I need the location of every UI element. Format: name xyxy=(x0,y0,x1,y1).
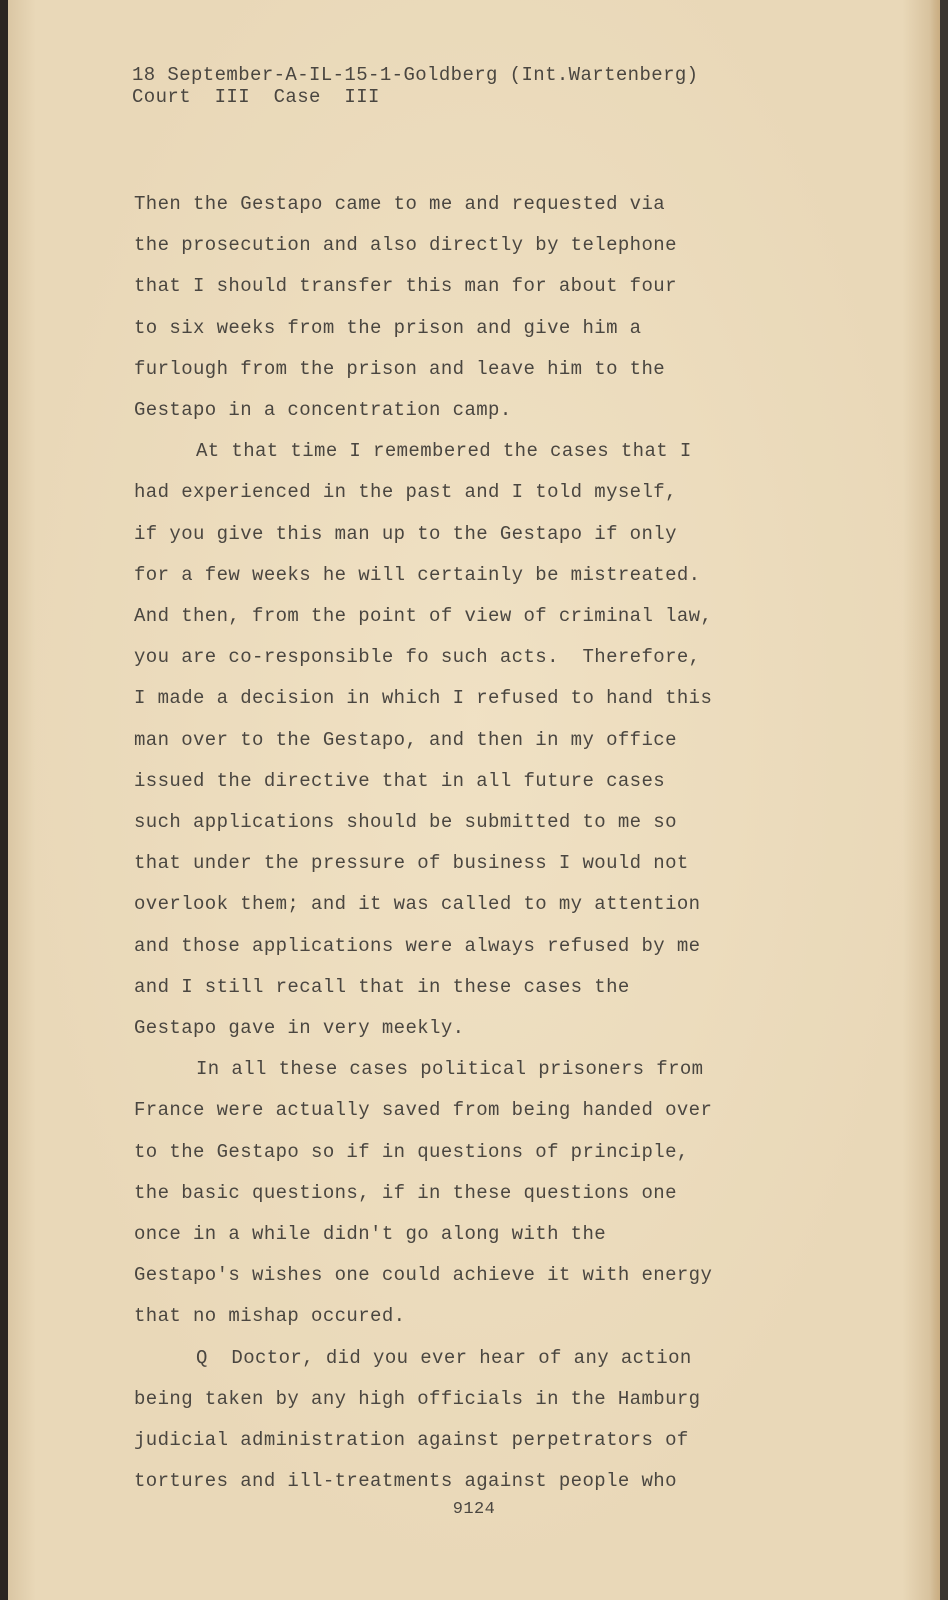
text-line: overlook them; and it was called to my attention xyxy=(134,893,701,916)
text-line: Q Doctor, did you ever hear of any action xyxy=(196,1346,692,1369)
text-line: being taken by any high officials in the Hamburg xyxy=(134,1387,701,1410)
testimony-paragraph xyxy=(134,1338,754,1503)
page-number: 9124 xyxy=(452,1500,496,1519)
text-line: and I still recall that in these cases the xyxy=(134,975,630,998)
text-line: furlough from the prison and leave him to the xyxy=(134,357,666,380)
text-line: Then the Gestapo came to me and requested via xyxy=(134,193,666,215)
page-edge-shadow xyxy=(930,0,940,1600)
text-line: Gestapo gave in very meekly. xyxy=(134,1017,465,1040)
binding-edge xyxy=(0,0,8,1600)
text-line: you are co-responsible fo such acts. Therefore, xyxy=(134,646,701,669)
text-line: had experienced in the past and I told myself, xyxy=(134,481,677,504)
text-line: and those applications were always refused by me xyxy=(134,934,701,957)
text-line: In all these cases political prisoners from xyxy=(196,1058,704,1081)
text-line: issued the directive that in all future cases xyxy=(134,769,666,792)
text-line: to the Gestapo so if in questions of principle, xyxy=(134,1140,689,1163)
text-line: man over to the Gestapo, and then in my office xyxy=(134,728,677,751)
text-line: the basic questions, if in these questions one xyxy=(134,1181,677,1204)
text-line: Gestapo's wishes one could achieve it with energy xyxy=(134,1264,713,1287)
text-line: France were actually saved from being handed over xyxy=(134,1099,713,1122)
text-line: that I should transfer this man for about four xyxy=(134,275,677,298)
text-line: I made a decision in which I refused to hand this xyxy=(134,687,713,710)
text-line: for a few weeks he will certainly be mistreated. xyxy=(134,563,701,586)
text-line: At that time I remembered the cases that I xyxy=(196,440,692,463)
text-line: Gestapo in a concentration camp. xyxy=(134,399,512,422)
document-header xyxy=(132,64,699,108)
header-line-1: 18 September-A-IL-15-1-Goldberg (Int.Wartenberg) xyxy=(132,64,699,86)
text-line: once in a while didn't go along with the xyxy=(134,1223,607,1246)
text-line: to six weeks from the prison and give him a xyxy=(134,316,642,339)
text-line: tortures and ill-treatments against people who xyxy=(134,1470,677,1493)
text-line: And then, from the point of view of criminal law, xyxy=(134,605,713,628)
testimony-paragraph xyxy=(134,1049,754,1337)
text-line: the prosecution and also directly by telephone xyxy=(134,234,677,257)
text-line: such applications should be submitted to me so xyxy=(134,811,677,834)
testimony-paragraph xyxy=(134,184,754,431)
testimony-body xyxy=(134,184,754,1503)
testimony-paragraph xyxy=(134,431,754,1049)
text-line: that no mishap occured. xyxy=(134,1305,406,1328)
text-line: if you give this man up to the Gestapo if only xyxy=(134,522,677,545)
text-line: judicial administration against perpetrators of xyxy=(134,1429,689,1452)
text-line: that under the pressure of business I would not xyxy=(134,852,689,875)
header-line-2: Court III Case III xyxy=(132,86,380,108)
document-page xyxy=(8,0,940,1600)
